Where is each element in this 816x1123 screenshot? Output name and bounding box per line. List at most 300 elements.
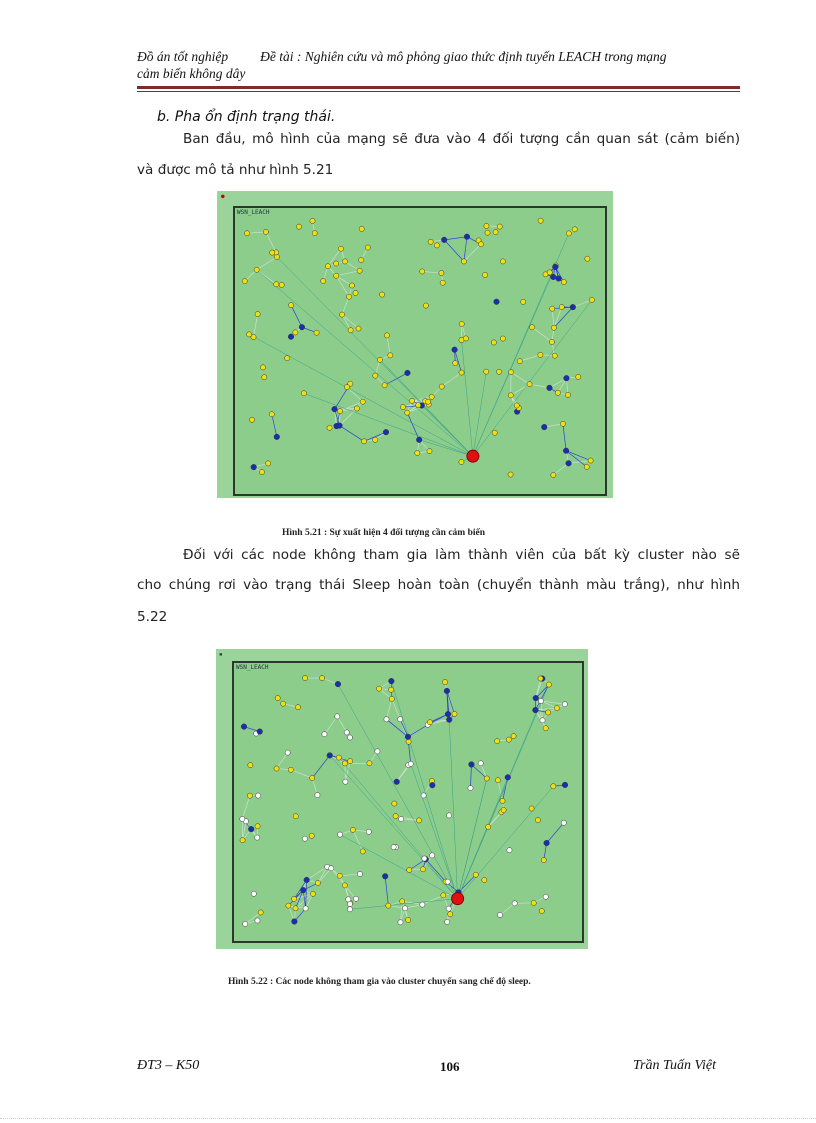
cluster-head-node xyxy=(547,385,553,391)
cluster-head-node xyxy=(430,782,436,788)
network-link xyxy=(307,867,327,880)
sensor-node xyxy=(293,330,298,335)
sensor-node xyxy=(547,270,552,275)
cluster-head-node xyxy=(299,324,305,330)
window-icon: ● xyxy=(221,193,225,200)
sensor-node xyxy=(405,410,410,415)
sensor-node xyxy=(292,896,297,901)
footer-left: ĐT3 – K50 xyxy=(137,1058,200,1073)
cluster-head-node xyxy=(383,429,389,435)
sensor-node xyxy=(255,835,260,840)
sensor-node xyxy=(497,224,502,229)
sensor-node xyxy=(511,734,516,739)
sensor-node xyxy=(500,259,505,264)
sensor-node xyxy=(315,793,320,798)
sensor-node xyxy=(495,778,500,783)
sensor-node xyxy=(295,705,300,710)
cluster-link xyxy=(385,373,408,385)
sensor-node xyxy=(430,853,435,858)
cluster-link xyxy=(272,414,277,437)
running-header xyxy=(137,48,737,82)
sensor-node xyxy=(402,906,407,911)
sensor-node xyxy=(478,761,483,766)
sensor-node xyxy=(588,458,593,463)
network-link xyxy=(387,335,390,355)
network-nodes xyxy=(240,675,568,926)
sensor-node xyxy=(293,906,298,911)
sensor-node xyxy=(347,735,352,740)
cluster-link xyxy=(563,424,566,451)
target-link xyxy=(473,372,486,457)
sensor-node xyxy=(552,353,557,358)
network-link xyxy=(422,271,441,273)
cluster-head-node xyxy=(553,264,559,270)
sensor-node xyxy=(543,726,548,731)
sensor-node xyxy=(416,403,421,408)
sensor-node xyxy=(329,866,334,871)
sensor-node xyxy=(508,369,513,374)
network-link xyxy=(552,309,554,328)
header-title-line1: Đề tài : Nghiên cứu và mô phỏng giao thức định tuyến LEACH trong mạng xyxy=(260,49,667,64)
cluster-head-node xyxy=(562,782,568,788)
cluster-head-node xyxy=(382,873,388,879)
sensor-node xyxy=(576,374,581,379)
network-link xyxy=(554,307,562,328)
sensor-node xyxy=(416,818,421,823)
cluster-link xyxy=(470,764,471,788)
sensor-node xyxy=(309,833,314,838)
paragraph-1-line-2: và được mô tả như hình 5.21 xyxy=(137,162,334,178)
sensor-node xyxy=(529,806,534,811)
target-node xyxy=(467,450,479,462)
cluster-head-node xyxy=(544,840,550,846)
sensor-node xyxy=(527,382,532,387)
cluster-head-node xyxy=(556,276,562,282)
figure-5-22-network-screenshot xyxy=(216,649,588,949)
sensor-node xyxy=(327,425,332,430)
sensor-node xyxy=(399,816,404,821)
sensor-node xyxy=(344,384,349,389)
network-link xyxy=(511,384,530,395)
sensor-node xyxy=(275,695,280,700)
sensor-node xyxy=(493,229,498,234)
target-link xyxy=(330,755,458,898)
sensor-node xyxy=(286,903,291,908)
sensor-node xyxy=(344,730,349,735)
network-link xyxy=(257,257,277,270)
cluster-link xyxy=(547,823,564,843)
sensor-node xyxy=(550,306,555,311)
sensor-node xyxy=(315,880,320,885)
network-link xyxy=(242,796,250,819)
sensor-node xyxy=(500,336,505,341)
target-link xyxy=(458,786,554,898)
cluster-head-node xyxy=(445,711,451,717)
network-link xyxy=(347,387,363,402)
sensor-node xyxy=(408,761,413,766)
sensor-node xyxy=(584,464,589,469)
network-link xyxy=(257,270,277,285)
sensor-node xyxy=(497,912,502,917)
sensor-node xyxy=(325,264,330,269)
sensor-node xyxy=(335,714,340,719)
cluster-link xyxy=(385,876,388,905)
sensor-node xyxy=(255,824,260,829)
sensor-node xyxy=(388,353,393,358)
sensor-node xyxy=(373,373,378,378)
target-link xyxy=(338,684,458,899)
sensor-node xyxy=(566,231,571,236)
sensor-node xyxy=(391,845,396,850)
sensor-node xyxy=(406,739,411,744)
target-link xyxy=(304,393,473,456)
sensor-node xyxy=(400,404,405,409)
sensor-node xyxy=(389,696,394,701)
sensor-node xyxy=(484,776,489,781)
sensor-node xyxy=(508,472,513,477)
target-link xyxy=(449,720,457,899)
sensor-node xyxy=(535,818,540,823)
sensor-node xyxy=(459,370,464,375)
cluster-head-node xyxy=(563,448,569,454)
cluster-head-node xyxy=(288,334,294,340)
cluster-head-node xyxy=(251,464,257,470)
sensor-node xyxy=(496,369,501,374)
cluster-head-node xyxy=(533,707,539,713)
sensor-node xyxy=(254,267,259,272)
sensor-node xyxy=(400,899,405,904)
sensor-node xyxy=(270,250,275,255)
network-link xyxy=(342,297,349,315)
network-link xyxy=(266,232,276,252)
target-link xyxy=(277,257,473,456)
sensor-node xyxy=(422,856,427,861)
sensor-node xyxy=(459,459,464,464)
sensor-node xyxy=(428,239,433,244)
sensor-node xyxy=(492,430,497,435)
network-graph xyxy=(216,649,588,949)
cluster-head-node xyxy=(405,370,411,376)
sensor-node xyxy=(546,710,551,715)
cluster-link xyxy=(471,764,486,778)
target-link xyxy=(249,334,473,456)
sensor-node xyxy=(473,872,478,877)
header-left: Đồ án tốt nghiệp xyxy=(137,49,229,64)
sensor-node xyxy=(384,717,389,722)
header-rule-thick xyxy=(137,86,740,89)
sensor-node xyxy=(421,793,426,798)
sensor-node xyxy=(302,836,307,841)
cluster-link xyxy=(408,725,428,737)
sensor-node xyxy=(343,779,348,784)
sensor-node xyxy=(356,326,361,331)
sensor-node xyxy=(346,897,351,902)
sensor-node xyxy=(255,312,260,317)
sensor-node xyxy=(255,918,260,923)
sensor-node xyxy=(549,339,554,344)
sensor-node xyxy=(546,682,551,687)
footer-right: Trần Tuấn Việt xyxy=(633,1058,716,1073)
sensor-node xyxy=(551,472,556,477)
network-link xyxy=(243,821,246,840)
sensor-node xyxy=(491,340,496,345)
sensor-node xyxy=(367,761,372,766)
sensor-node xyxy=(429,394,434,399)
sensor-node xyxy=(434,243,439,248)
bottom-dotted-rule xyxy=(0,1118,816,1119)
cluster-head-node xyxy=(335,681,341,687)
cluster-head-node xyxy=(550,274,556,280)
cluster-link xyxy=(312,755,330,778)
sensor-node xyxy=(521,299,526,304)
sensor-node xyxy=(242,279,247,284)
sensor-node xyxy=(251,891,256,896)
network-link xyxy=(520,355,541,361)
network-link xyxy=(254,314,258,337)
sensor-node xyxy=(538,218,543,223)
sensor-node xyxy=(420,269,425,274)
cluster-head-node xyxy=(241,724,247,730)
sensor-node xyxy=(453,361,458,366)
sensor-node xyxy=(508,393,513,398)
sensor-node xyxy=(551,325,556,330)
window-icon: ▪ xyxy=(219,651,223,658)
sensor-node xyxy=(301,391,306,396)
sensor-node xyxy=(274,254,279,259)
sensor-node xyxy=(445,879,450,884)
sensor-node xyxy=(240,816,245,821)
sensor-node xyxy=(303,675,308,680)
target-node xyxy=(452,893,464,905)
sensor-node xyxy=(531,900,536,905)
network-link xyxy=(386,699,391,719)
sensor-node xyxy=(484,223,489,228)
sensor-node xyxy=(407,867,412,872)
sensor-node xyxy=(539,908,544,913)
sensor-node xyxy=(540,718,545,723)
sensor-node xyxy=(337,873,342,878)
sensor-node xyxy=(336,755,341,760)
network-link xyxy=(511,372,530,384)
paragraph-2 xyxy=(137,547,740,637)
sensor-node xyxy=(321,278,326,283)
paragraph-2-line-3: 5.22 xyxy=(137,609,168,625)
sensor-node xyxy=(279,282,284,287)
cluster-link xyxy=(464,237,467,262)
network-link xyxy=(422,895,443,904)
sensor-node xyxy=(447,813,452,818)
cluster-head-node xyxy=(337,423,343,429)
sensor-node xyxy=(373,437,378,442)
sensor-node xyxy=(482,877,487,882)
target-link xyxy=(462,340,473,456)
sensor-node xyxy=(382,383,387,388)
sensor-node xyxy=(342,761,347,766)
network-link xyxy=(353,830,363,852)
figure-5-21-network-screenshot xyxy=(217,191,613,498)
network-link xyxy=(464,244,481,261)
sensor-node xyxy=(293,814,298,819)
sensor-node xyxy=(310,891,315,896)
sensor-node xyxy=(554,705,559,710)
sensor-node xyxy=(342,259,347,264)
header-rule-thin xyxy=(137,91,740,92)
network-link xyxy=(277,753,288,769)
sensor-node xyxy=(559,304,564,309)
sensor-node xyxy=(375,749,380,754)
sensor-node xyxy=(501,808,506,813)
target-link xyxy=(339,758,458,899)
sensor-node xyxy=(409,398,414,403)
cluster-head-node xyxy=(405,734,411,740)
sensor-node xyxy=(340,312,345,317)
cluster-head-node xyxy=(300,887,306,893)
paragraph-1-line-1: Ban đầu, mô hình của mạng sẽ đưa vào 4 đối tượng cần quan sát (cảm biến) xyxy=(183,131,740,147)
cluster-head-node xyxy=(416,437,422,443)
sensor-node xyxy=(288,303,293,308)
sensor-node xyxy=(243,921,248,926)
network-link xyxy=(336,271,359,276)
network-link xyxy=(291,770,312,778)
cluster-head-node xyxy=(389,678,395,684)
cluster-head-node xyxy=(444,688,450,694)
sensor-node xyxy=(427,449,432,454)
sensor-node xyxy=(348,328,353,333)
sensor-node xyxy=(565,392,570,397)
sensor-node xyxy=(376,686,381,691)
sensor-node xyxy=(357,268,362,273)
cluster-link xyxy=(306,880,307,908)
sensor-node xyxy=(482,272,487,277)
sensor-node xyxy=(495,739,500,744)
sensor-node xyxy=(360,399,365,404)
cluster-head-node xyxy=(257,729,263,735)
sensor-node xyxy=(274,766,279,771)
sensor-node xyxy=(486,824,491,829)
sensor-node xyxy=(334,273,339,278)
sensor-node xyxy=(439,270,444,275)
sensor-node xyxy=(441,893,446,898)
sensor-node xyxy=(354,406,359,411)
sensor-node xyxy=(459,321,464,326)
network-link xyxy=(324,716,337,734)
cluster-head-node xyxy=(494,299,500,305)
network-nodes xyxy=(242,218,594,477)
sensor-node xyxy=(512,901,517,906)
sensor-node xyxy=(262,375,267,380)
sensor-node xyxy=(446,906,451,911)
sensor-node xyxy=(285,356,290,361)
sensor-node xyxy=(337,832,342,837)
sensor-node xyxy=(288,767,293,772)
cluster-head-node xyxy=(464,234,470,240)
cluster-head-node xyxy=(505,775,511,781)
network-link xyxy=(442,373,462,387)
sensor-node xyxy=(538,698,543,703)
cluster-link xyxy=(503,777,508,801)
target-link xyxy=(257,270,473,456)
cluster-head-node xyxy=(570,304,576,310)
sensor-node xyxy=(260,365,265,370)
sensor-node xyxy=(517,359,522,364)
network-link xyxy=(532,327,552,342)
sensor-node xyxy=(386,903,391,908)
cluster-head-node xyxy=(452,347,458,353)
sensor-node xyxy=(314,330,319,335)
cluster-link xyxy=(566,451,591,461)
sensor-node xyxy=(561,820,566,825)
cluster-head-node xyxy=(541,424,547,430)
sensor-node xyxy=(322,732,327,737)
cluster-head-node xyxy=(248,826,254,832)
sensor-node xyxy=(398,717,403,722)
sensor-node xyxy=(445,919,450,924)
sensor-node xyxy=(269,412,274,417)
sensor-node xyxy=(461,259,466,264)
sensor-node xyxy=(259,469,264,474)
network-link xyxy=(340,874,360,876)
figure-2-caption: Hình 5.22 : Các node không tham gia vào cluster chuyển sang chế độ sleep. xyxy=(228,977,531,987)
sensor-node xyxy=(541,858,546,863)
paragraph-1 xyxy=(137,131,740,191)
sensor-node xyxy=(562,702,567,707)
sensor-node xyxy=(468,786,473,791)
sensor-node xyxy=(389,687,394,692)
figure-1-caption: Hình 5.21 : Sự xuất hiện 4 đối tượng cần cảm biến xyxy=(282,528,485,538)
sensor-node xyxy=(357,871,362,876)
cluster-head-node xyxy=(441,237,447,243)
network-links xyxy=(245,221,592,475)
sensor-node xyxy=(263,229,268,234)
sensor-node xyxy=(440,280,445,285)
sensor-node xyxy=(561,279,566,284)
sensor-node xyxy=(485,230,490,235)
cluster-link xyxy=(291,305,302,327)
paragraph-2-line-1: Đối với các node không tham gia làm thành viên của bất kỳ cluster nào sẽ xyxy=(183,547,740,563)
sensor-node xyxy=(530,325,535,330)
section-heading: b. Pha ổn định trạng thái. xyxy=(157,109,336,125)
target-link xyxy=(473,300,592,456)
sensor-node xyxy=(319,675,324,680)
sensor-node xyxy=(478,242,483,247)
sensor-node xyxy=(463,336,468,341)
cluster-head-node xyxy=(469,762,475,768)
cluster-link xyxy=(444,240,464,262)
sensor-node xyxy=(551,784,556,789)
sensor-node xyxy=(420,867,425,872)
sensor-node xyxy=(281,701,286,706)
cluster-link xyxy=(444,237,467,240)
sensor-node xyxy=(425,399,430,404)
sensor-node xyxy=(353,896,358,901)
sensor-node xyxy=(366,829,371,834)
sensor-node xyxy=(349,283,354,288)
sensor-node xyxy=(353,290,358,295)
sensor-node xyxy=(392,801,397,806)
sensor-node xyxy=(310,218,315,223)
sensor-node xyxy=(347,907,352,912)
sensor-node xyxy=(266,461,271,466)
sensor-node xyxy=(248,763,253,768)
sensor-node xyxy=(244,231,249,236)
sensor-node xyxy=(427,720,432,725)
sensor-node xyxy=(442,680,447,685)
sensor-node xyxy=(334,261,339,266)
sensor-node xyxy=(384,333,389,338)
sensor-node xyxy=(346,294,351,299)
cluster-head-node xyxy=(332,406,338,412)
window-title: WSN_LEACH xyxy=(236,664,269,671)
